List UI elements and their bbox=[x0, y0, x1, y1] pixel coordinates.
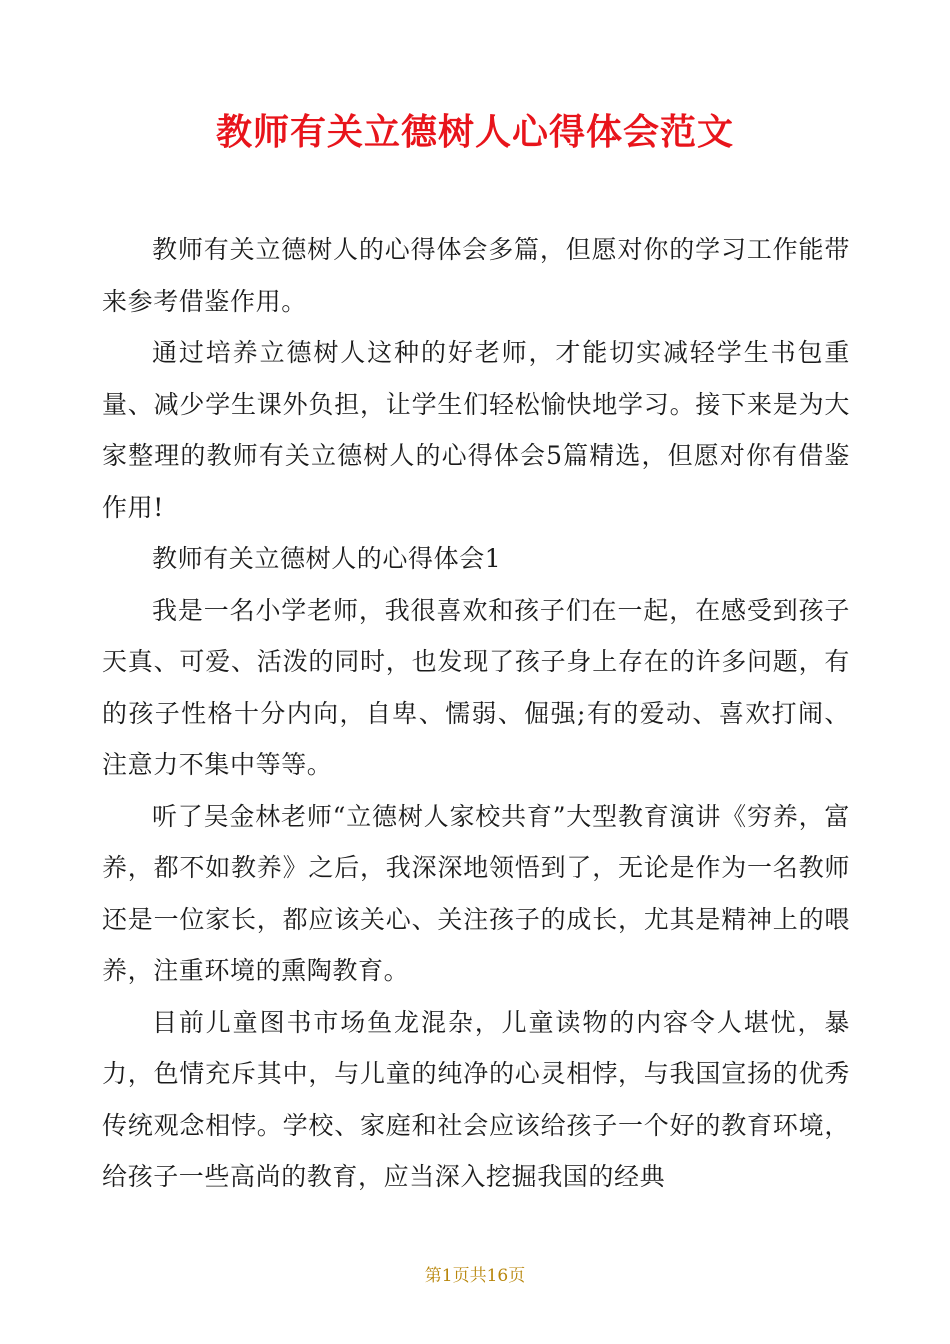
paragraph-intro: 教师有关立德树人的心得体会多篇，但愿对你的学习工作能带来参考借鉴作用。 bbox=[102, 235, 850, 316]
page-number-footer: 第1页共16页 bbox=[424, 1266, 526, 1286]
document-title: 教师有关立德树人心得体会范文 bbox=[215, 112, 734, 153]
paragraph-body: 我是一名小学老师，我很喜欢和孩子们在一起，在感受到孩子天真、可爱、活泼的同时，也发现了孩子身上存在的许多问题，有的孩子性格十分内向，自卑、懦弱、倔强;有的爱动、喜欢打闹、注意力不集中等等。 bbox=[102, 595, 850, 779]
paragraph-body: 目前儿童图书市场鱼龙混杂，儿童读物的内容令人堪忧，暴力，色情充斥其中，与儿童的纯净的心灵相悖，与我国宣扬的优秀传统观念相悖。学校、家庭和社会应该给孩子一个好的教育环境，给孩子一些高尚的教育，应当深入挖掘我国的经典 bbox=[102, 1007, 850, 1191]
section-heading: 教师有关立德树人的心得体会1 bbox=[152, 544, 502, 573]
document-body bbox=[102, 224, 850, 1203]
paragraph-overview: 通过培养立德树人这种的好老师，才能切实减轻学生书包重量、减少学生课外负担，让学生们轻松愉快地学习。接下来是为大家整理的教师有关立德树人的心得体会5篇精选，但愿对你有借鉴作用! bbox=[102, 338, 850, 522]
paragraph-body: 听了吴金林老师“立德树人家校共育”大型教育演讲《穷养，富养，都不如教养》之后，我深深地领悟到了，无论是作为一名教师还是一位家长，都应该关心、关注孩子的成长，尤其是精神上的喂养，注重环境的熏陶教育。 bbox=[102, 801, 850, 985]
